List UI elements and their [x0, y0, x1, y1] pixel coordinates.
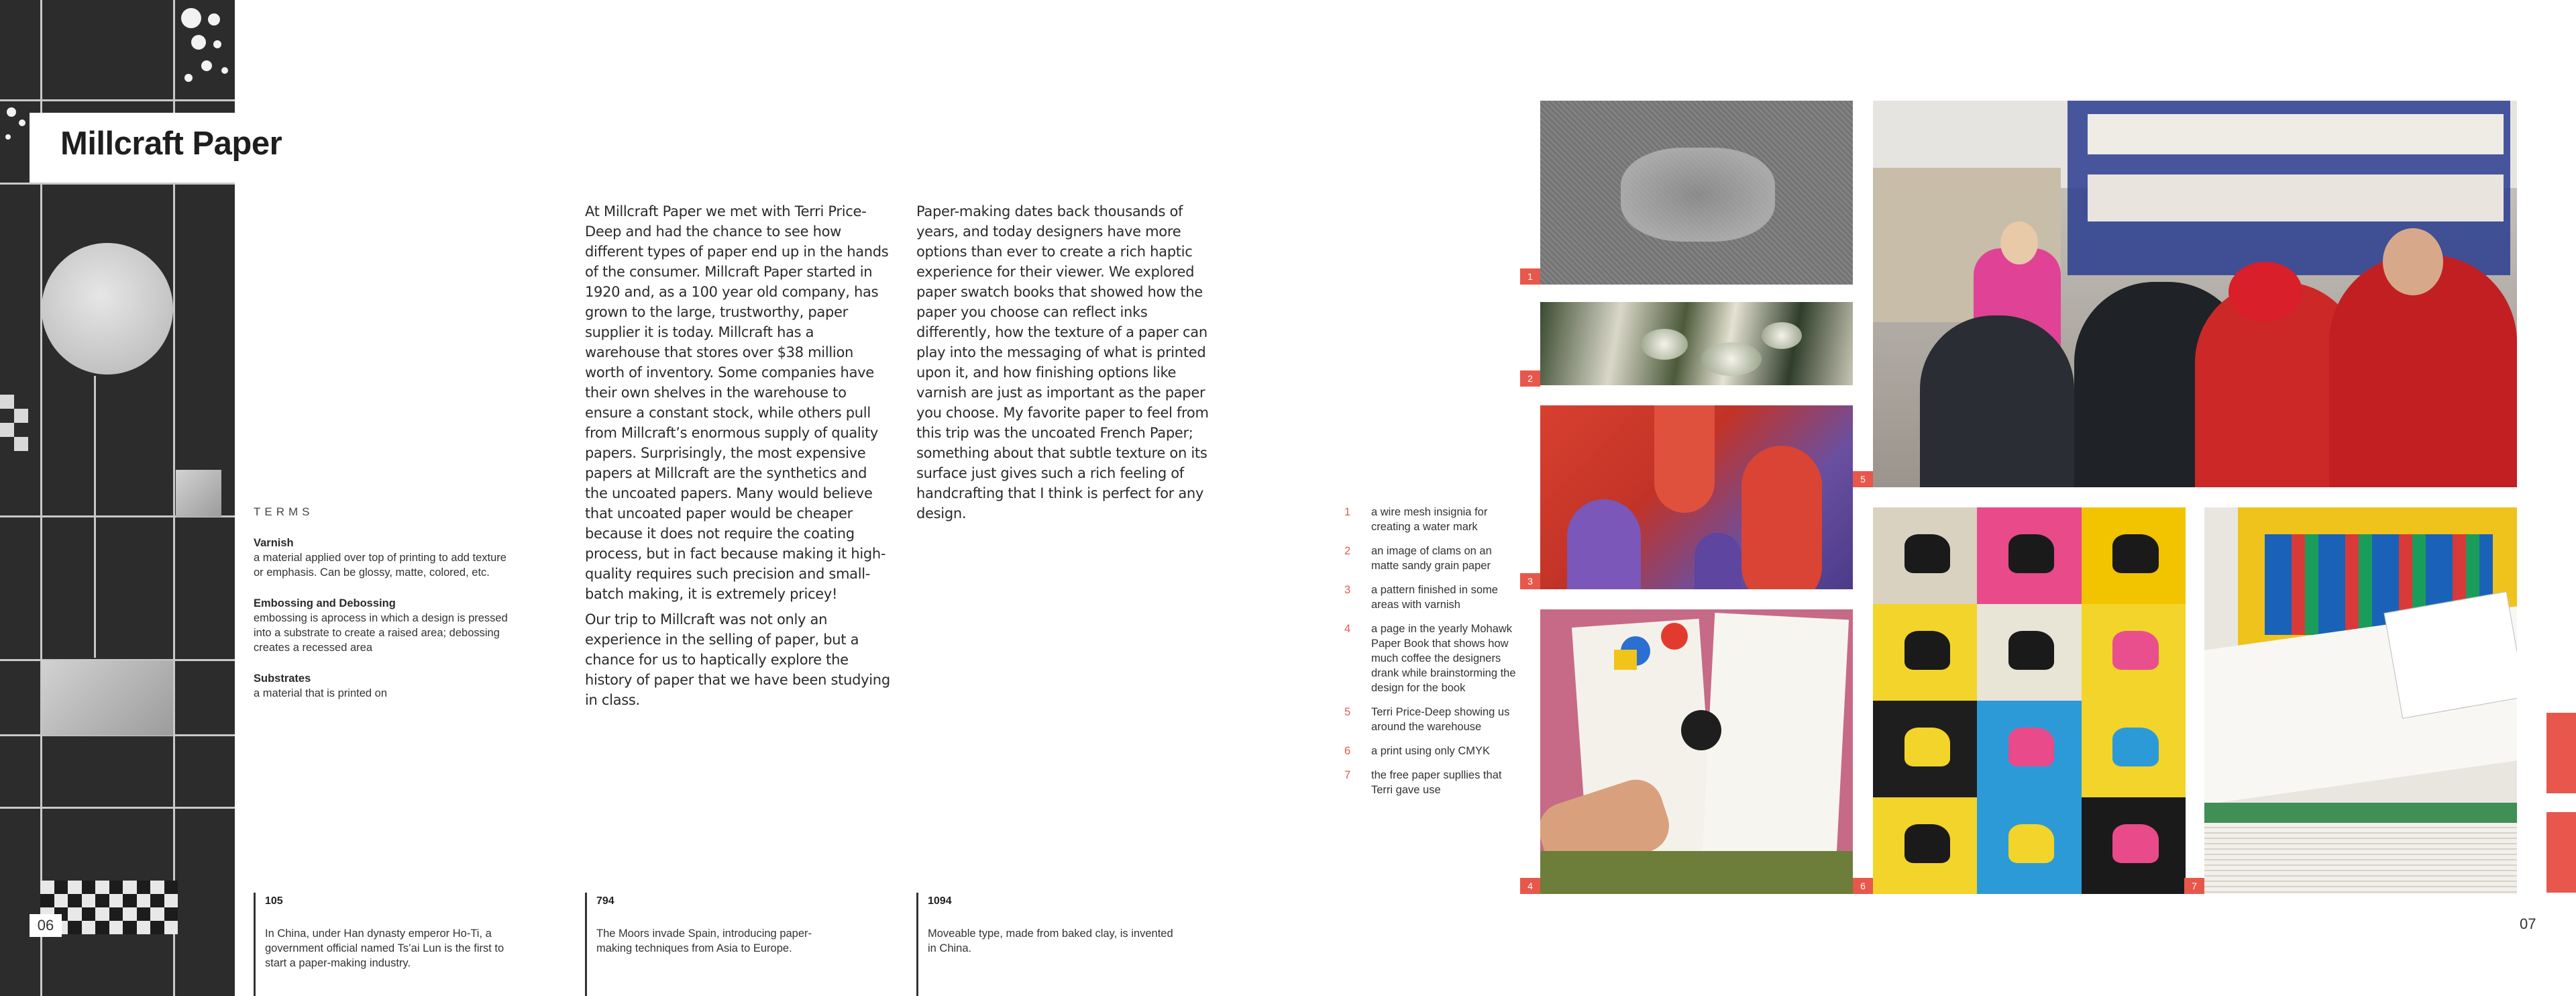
silver-circle-swatch [42, 243, 173, 375]
photo-varnish-pattern [1540, 405, 1853, 589]
caption-text: a wire mesh insignia for creating a water mark [1371, 506, 1488, 533]
term-item [254, 596, 515, 655]
caption-number: 2 [1344, 545, 1351, 557]
photo-business-cards [2204, 507, 2517, 894]
term-item [254, 671, 515, 701]
caption-item [1344, 744, 1525, 758]
caption-number: 5 [1344, 706, 1351, 718]
timeline-year: 1094 [928, 895, 952, 907]
caption-number: 3 [1344, 584, 1351, 596]
photo-badge: 1 [1520, 268, 1540, 285]
photo-wire-mesh [1540, 101, 1853, 285]
small-checker-pattern [0, 395, 28, 451]
body-paragraph: Paper-making dates back thousands of years, and today designers have more options than ever to create a rich haptic experience for their viewer. We explored paper swatch books that showed how the paper you choose can reflect inks differently, how the texture of a paper can play into the messaging of what is printed upon it, and how finishing options like varnish are just as important as the paper you choose. My favorite paper to feel from this trip was the uncoated French Paper; something about that subtle texture on its surface just gives such a rich feeling of handcrafting that I think is perfect for any design. [916, 203, 1209, 521]
caption-number: 7 [1344, 769, 1351, 781]
term-name: Varnish [254, 537, 294, 549]
photo-badge: 7 [2184, 878, 2204, 894]
photo-captions [1344, 505, 1525, 807]
caption-number: 4 [1344, 623, 1351, 635]
caption-item [1344, 621, 1525, 695]
caption-text: Terri Price-Deep showing us around the warehouse [1371, 706, 1510, 733]
red-edge-tab [2546, 713, 2576, 793]
terms-heading: TERMS [254, 505, 314, 518]
caption-text: a print using only CMYK [1371, 745, 1490, 757]
photo-clams [1540, 302, 1853, 385]
caption-text: a page in the yearly Mohawk Paper Book that shows how much coffee the designers drank while brainstorming the design for the book [1371, 623, 1516, 694]
term-name: Embossing and Debossing [254, 597, 396, 609]
page-number-right: 07 [2520, 915, 2536, 932]
body-column-1 [585, 201, 891, 715]
caption-number: 1 [1344, 506, 1351, 518]
term-name: Substrates [254, 673, 311, 685]
timeline-text: Moveable type, made from baked clay, is invented in China. [928, 928, 1173, 954]
timeline-text: The Moors invade Spain, introducing paper-making techniques from Asia to Europe. [596, 928, 812, 954]
photo-badge: 3 [1520, 573, 1540, 589]
page-number-left: 06 [30, 914, 62, 937]
photo-badge: 4 [1520, 878, 1540, 894]
photo-cmyk-print [1873, 507, 2186, 894]
term-definition: a material applied over top of printing to add texture or emphasis. Can be glossy, matte, colored, etc. [254, 552, 506, 579]
term-item [254, 536, 515, 580]
caption-text: an image of clams on an matte sandy grain paper [1371, 545, 1492, 572]
timeline-year: 105 [265, 895, 283, 907]
terms-section [254, 505, 515, 717]
timeline-entry [916, 893, 1178, 996]
body-column-2 [916, 201, 1218, 529]
page-title: Millcraft Paper [60, 126, 282, 162]
body-paragraph: At Millcraft Paper we met with Terri Price-Deep and had the chance to see how different types of paper end up in the hands of the consumer. Millcraft Paper started in 1920 and, as a 100 year old company, has grown to the large, trustworthy, paper supplier it is today. Millcraft has a warehouse that stores over $38 million worth of inventory. Some companies have their own shelves in the warehouse to ensure a constant stock, while others pull from Millcraft’s enormous supply of quality papers. Surprisingly, the most expensive papers at Millcraft are the synthetics and the uncoated papers. Many would believe that uncoated paper would be cheaper because it does not require the coating process, but in fact because making it high-quality requires such precision and small-batch making, it is extremely pricey! [585, 203, 889, 602]
timeline-entry [254, 893, 515, 996]
timeline-entry [585, 893, 847, 996]
caption-item [1344, 505, 1525, 534]
term-definition: a material that is printed on [254, 687, 388, 699]
caption-item [1344, 544, 1525, 573]
term-definition: embossing is aprocess in which a design is pressed into a substrate to create a raised area; debossing creates a recessed area [254, 612, 508, 654]
caption-text: a pattern finished in some areas with varnish [1371, 584, 1498, 611]
photo-badge: 5 [1853, 471, 1873, 487]
body-paragraph: Our trip to Millcraft was not only an experience in the selling of paper, but a chance for us to haptically explore the history of paper that we have been studying in class. [585, 611, 890, 708]
caption-text: the free paper supllies that Terri gave use [1371, 769, 1502, 796]
red-edge-tab [2546, 812, 2576, 893]
timeline-text: In China, under Han dynasty emperor Ho-Ti, a government official named Ts’ai Lun is the first to start a paper-making industry. [265, 928, 504, 969]
caption-item [1344, 583, 1525, 612]
photo-badge: 2 [1520, 370, 1540, 387]
timeline-year: 794 [596, 895, 614, 907]
photo-mohawk-book [1540, 609, 1853, 894]
caption-item [1344, 768, 1525, 797]
caption-item [1344, 705, 1525, 734]
photo-badge: 6 [1853, 878, 1873, 894]
caption-number: 6 [1344, 745, 1351, 757]
photo-warehouse [1873, 101, 2517, 487]
